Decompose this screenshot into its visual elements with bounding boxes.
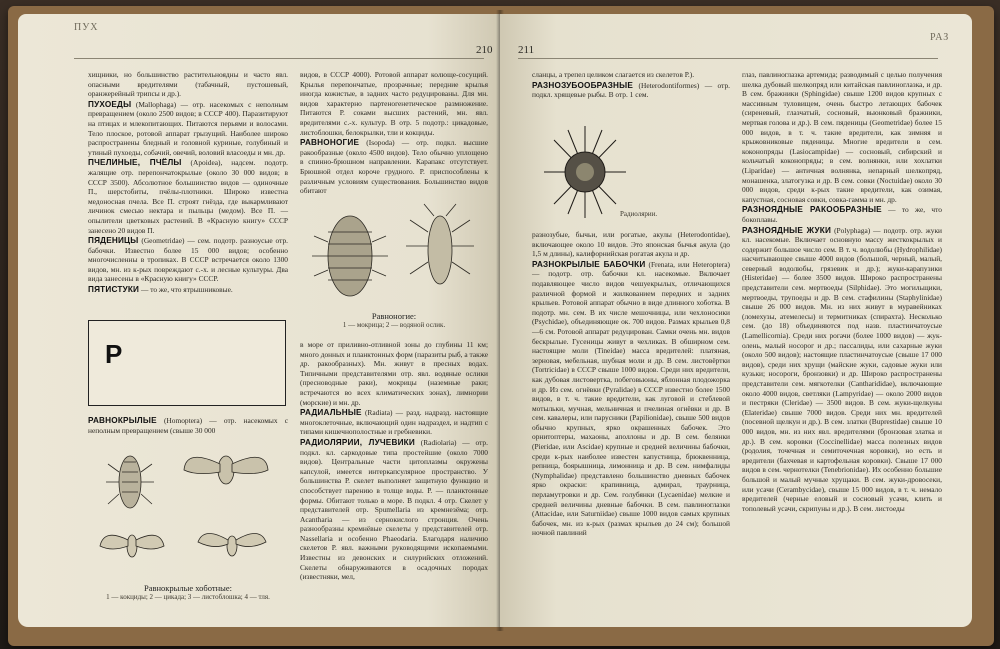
entry-continuation: сланцы, а трепел целиком слагается из скелетов Р.). (532, 70, 695, 79)
entry-body: (Radiolaria) — отр. подкл. кл. саркодовые типа простейшие (около 7000 видов). Центральные части цитоплазмы окружены капсулой, имеется интеркапсулярное пространство. У большинства Р. скелет выполняет защитную функцию и способствует парению в толще воды. Р. — планктонные формы. Обитают только в море. В подкл. 4 отр. Скелет у представителей отр. Spumellaria из кремнезёма; отр. Acantharia — из сернокислого стронция. Очень разнообразны кремнёвые скелеты у представителей отр. Nassellaria и особенно Phaeodaria. Благодаря наличию скелетов Р. явл. важными руководящими ископаемыми. Известны из девонских и силурийских отложений. Скелеты обнаруживаются в осадочных породах (известняки, мел, (300, 437, 488, 582)
cicada-drawing (184, 456, 268, 484)
radiolaria-illustration (540, 122, 630, 222)
entry-title: ПЧЕЛИНЫЕ, ПЧЁЛЫ (88, 158, 182, 168)
homoptera-caption (88, 584, 288, 601)
entry-pyadenitsy (88, 236, 288, 284)
right-page (500, 14, 972, 627)
entry-continuation: в море от приливно-отливной зоны до глубины 11 км; много донных и планктонных форм (паразиты рыб, а также др. ракообразных). Мн. живут в пресных водах. Типичными представителями отр. явл. водяные ослики (пресноводные раки), мокрицы (наземные раки; встречаются во всех климатических зонах), лимнории (морские) и мн. др. (300, 340, 488, 407)
right-page-number: 211 (518, 44, 535, 56)
entry-title: РАЗНОЯДНЫЕ РАКООБРАЗНЫЕ (742, 205, 882, 215)
left-column-2 (300, 70, 488, 197)
entry-continuation: глаз, павлиноглазка артемида; разводимый с целью получения шелка дубовый шелкопряд или китайская павлиноглазка, и др. В сем. бражники (Sphingidae) свыше 1200 видов крупных с массивным туловищем, очень быстро летающих бабочек (сиреневый, глазчатый, сосновый, вьюнковый бражники, мертвая голова и др.). В сем. пяденицы (Geometridae) более 15 000 видов, в т. ч. такие вредители, как зимняя и крыжовниковые пяденицы. Многие вредители в сем. коконопряды (Lasiocampidae) — сосновый, сибирский и кольчатый коконопряды; в сем. волнянки, или хохлатки (Liparidae) — античная волнянка, непарный шелкопряд, монашенка, златогузка и др. В сем. совки (Noctuidae) около 30 000 видов, среди к-рых такие вредители, как озимая, капустная, сосновая совки, совка-гамма и мн. др. (742, 70, 942, 204)
section-letter-box (88, 320, 286, 406)
entry-body: (Apoidea), надсем. подотр. жалящие отр. перепончатокрылые (около 30 000 видов; в СССР 3500). Абсолютное большинство видов — одиночные П., шерстобиты, пчёлы-плотники. Широко известна медоносная пчела. Все П. строят гнёзда, где выкармливают личинок смесью нектара и пыльцы (медом). Все П. — опылители цветковых растений. В «Красную книгу» СССР занесено 20 видов П. (88, 158, 288, 235)
caption-body: 1 — кокциды; 2 — цикада; 3 — листоблошка; 4 — тля. (106, 592, 270, 601)
entry-title: РАВНОНОГИЕ (300, 138, 360, 148)
entry-title: РАЗНОЯДНЫЕ ЖУКИ (742, 225, 832, 235)
left-column-2-lower (300, 340, 488, 583)
entry-raznoyadnye-zhuki (742, 226, 942, 514)
entry-body: — то же, что ятрышниковые. (141, 285, 233, 295)
entry-continuation: разнозубые, бычьи, или рогатые, акулы (Heterodontidae), включающее около 10 видов. Это японская бычья акула (до 1,5 м длины), калифорнийская рогатая акула и др. (532, 230, 730, 259)
section-letter: Р (105, 339, 123, 369)
entry-body: (Homoptera) — отр. насекомых с неполным превращением (свыше 30 000 (88, 416, 289, 435)
water-louse-drawing (406, 204, 474, 284)
entry-body: — то же, что бокоплавы. (742, 205, 942, 224)
aphid-drawing (198, 533, 266, 556)
entry-body: (Geometridae) — сем. подотр. разноусые отр. бабочки. Известно более 15 000 видов; особенно многочисленны в тропиках. В СССР встречается около 1300 видов, мн. из к-рых повреждают с.-х. и лесные культуры. Два вида занесены в «Красную книгу» СССР. (88, 236, 288, 284)
entry-title: РАВНОКРЫЛЫЕ (88, 416, 157, 425)
caption-body: 1 — мокрица; 2 — водяной ослик. (342, 320, 446, 329)
entry-title: ПЯТИСТУКИ (88, 285, 140, 295)
isopoda-caption (300, 312, 488, 329)
entry-pyatistuki (88, 285, 288, 295)
entry-raznozub (532, 81, 730, 100)
entry-title: РАЗНОЗУБООБРАЗНЫЕ (532, 80, 634, 90)
entry-intro: хищники, но большинство растительноядны и часто явл. опасными вредителями (табачный, пустошевый, оранжерейный трипсы и др.). (88, 70, 288, 99)
header-rule (518, 58, 938, 59)
left-column-1-lower (88, 416, 288, 436)
entry-title: РАДИАЛЬНЫЕ (300, 408, 362, 418)
entry-puhoedy (88, 100, 288, 158)
left-page (18, 14, 500, 627)
left-running-head: ПУХ (74, 22, 99, 33)
entry-raznoyadnye (742, 205, 942, 224)
entry-title: ПУХОЕДЫ (88, 99, 132, 109)
entry-title: РАДИОЛЯРИИ, ЛУЧЕВИКИ (300, 437, 415, 447)
caption-title: Равнокрылые хоботные: (143, 583, 232, 593)
right-column-1-lower (532, 230, 730, 539)
caption-title: Равноногие: (371, 311, 417, 321)
entry-body: (Mallophaga) — отр. насекомых с неполным превращением (около 2500 видов; в СССР 400). Паразитируют на птицах и млекопитающих. Питаются перьями и волосами. Тело плоское, ротовой аппарат грызущий. Наиболее широко распространены бледный и головной куриные, голубиный и утиный пухоеды, собачий, овечий, воловий власоеды и мн. др. (88, 99, 288, 157)
entry-continuation: видов, в СССР 4000). Ротовой аппарат колюще-сосущий. Крылья перепончатые, прозрачные; передние крылья иногда кожистые, в задних часто редуцированы. Для мн. видов характерно партеногенетическое размножение. Питаются Р. соками высших растений, мн. явл. вредителями с.-х. культур. В отр. 5 подотр.: цикадовые, листоблошки, белокрылки, тли и кокциды. (300, 70, 488, 137)
entry-body: (Frenata, или Heteroptera) — подотр. отр. бабочки кл. насекомые. Включает подавляющее число видов чешуекрылых, отличающихся различной формой и жилкованием передних и задних крыльев. Ротовой аппарат обычно в виде длинного хоботка. В подотр. мн. сем. В их числе мешочницы, или чехлоносики (Psychidae), объединяющие ок. 700 видов. Размах крыльев 0,8—6 см. Ротовой аппарат редуцирован. Самки очень мн. видов бескрылые. Гусеницы живут в чехликах. В обширном сем. настоящие моли (Tineidae) масса вредителей: платяная, зерновая, мебельная, шубная моли и др. В сем. листовёртки (Tortricidae) в СССР свыше 1000 видов. Среди них вредители, как дубовая листовертка, побеговьюны, яблонная плодожорка и др. Из сем. огнёвки (Pyralidae) в СССР известно более 1500 видов, в т. ч. такие вредители, как луговой и стеблевой мотыльки, мучная, мельничная и пчелиная огнёвки и др. В сем. кавалеры, или парусники (Papilionidae), свыше 500 видов обычно крупных, ярко окрашенных бабочек. Это орнитоптеры, махаоны, аполлоны и др. В сем. белянки (Pieridae, или Ascidae) крупные и средней величины бабочки, среди к-рых наиболее известен капустница, брюквенница, репница, боярышница, лимонница и др. В сем. нимфалиды (Nymphalidae) представлено большинство дневных бабочек ярко окраски: крапивница, адмирал, траурница, перламутровки и др. Сем. голубянки (Lycaenidae) мелкие и средней величины дневные бабочки. В сем. павлиноглазки (Attacidae, или Saturniidae) свыше 1000 видов самых крупных бабочек, мн. из к-рых (размах крыльев до 24 см); большой ночной павлиний (532, 259, 730, 538)
right-running-head: РАЗ (930, 32, 950, 43)
homoptera-illustration (86, 442, 290, 592)
radiolaria-caption: Радиолярии. (620, 210, 658, 218)
entry-body: (Radiata) — разд. надразд. настоящие многоклеточные, включающий один надраздел, и надтип с типами кишечнополостные и гребневики. (300, 408, 488, 437)
entry-title: ПЯДЕНИЦЫ (88, 236, 139, 246)
right-column-1 (532, 70, 730, 101)
isopoda-illustration (300, 202, 488, 314)
header-rule (74, 58, 484, 59)
entry-body: (Isopoda) — отр. подкл. высшие ракообразные (около 4500 видов). Тело обычно уплощено в спинно-брюшном направлении. Карапакс отсутствует. Брюшной отдел короче грудного. Р. приспособлены к различным условиям существования. Большинство видов обитают (300, 138, 488, 196)
entry-title: РАЗНОКРЫЛЫЕ БАБОЧКИ (532, 259, 646, 269)
entry-ravnokrylye (88, 416, 288, 435)
coccid-drawing (106, 456, 154, 508)
right-column-2 (742, 70, 942, 514)
left-column-1 (88, 70, 288, 296)
left-page-number: 210 (476, 44, 493, 56)
entry-ravnonogie (300, 138, 488, 196)
entry-body: (Heterodontiformes) — отр. подкл. хрящевые рыбы. В отр. 1 сем. (532, 80, 730, 100)
psyllid-drawing (100, 535, 164, 557)
entry-radiolyarii (300, 438, 488, 582)
entry-raznokryl (532, 260, 730, 538)
entry-pchelinye (88, 158, 288, 235)
entry-body: (Polyphaga) — подотр. отр. жуки кл. насекомые. Включает основную массу жесткокрылых и содержит большое число сем. В т. ч. водолюбы (Hydrophilidae) насчитывающее свыше 4000 видов (большой, черный, малый, северный водолюбы, грязевик и др.); жуки-карапузики (Histeridae) — более 3500 видов. Широко распространены представители сем. мертвоеды (Silphidae). Это могильщики, мертвоеды, трупоеды и др. В сем. стафилины (Staphylinidae) свыше 26 000 видов. Мн. из них живут в муравейниках (ломехузы, атемелесы) и термитниках (спирахта). Несколько сем. (до 18) объединяются под назв. пластинчатоусые (Lamellicornia). Среди них рогачи (более 1000 видов) — жук-олень, малый носорог и др.; пассалиды, или сахарные жуки (около 500 видов); настоящие пластинчатоусые (свыше 17 000 видов), среди них хрущи (майские жуки, садовые жуки или кузьки; носороги, бронзовки) и др. Широко распространены представители сем. мягкотелки (Cantharididae), включающие около 4000 видов, светляки (Lampyridae) — около 2000 видов и пестряки (Cleridae) — 3500 видов. В сем. жуки-щелкуны (Elateridae) свыше 7000 видов. Среди них мн. вредителей (посевной щелкун и др.). В сем. златки (Buprestidae) свыше 10 000 видов, мн. из них явл. вредителями (бронзовая златка и др.). В сем. коровки (Coccinellidae) масса полезных видов (родолия, точечная и семиточечная коровки), но есть и вредители (бахчевая и картофельная коровки). Свыше 17 000 видов в сем. чернотелки (Tenebrionidae). Их особенно большие большой и малый мучные хрущаки. В сем. жуки-дровосеки, или усачи (Cerambycidae), свыше 15 000 видов, в т. ч. немало вредителей (черные еловый и сосновый усачи, клить и тополевый усачи, скрипуны и др.). В сем. листоеды (742, 225, 942, 513)
entry-radialnye (300, 408, 488, 437)
woodlouse-drawing (312, 216, 388, 296)
